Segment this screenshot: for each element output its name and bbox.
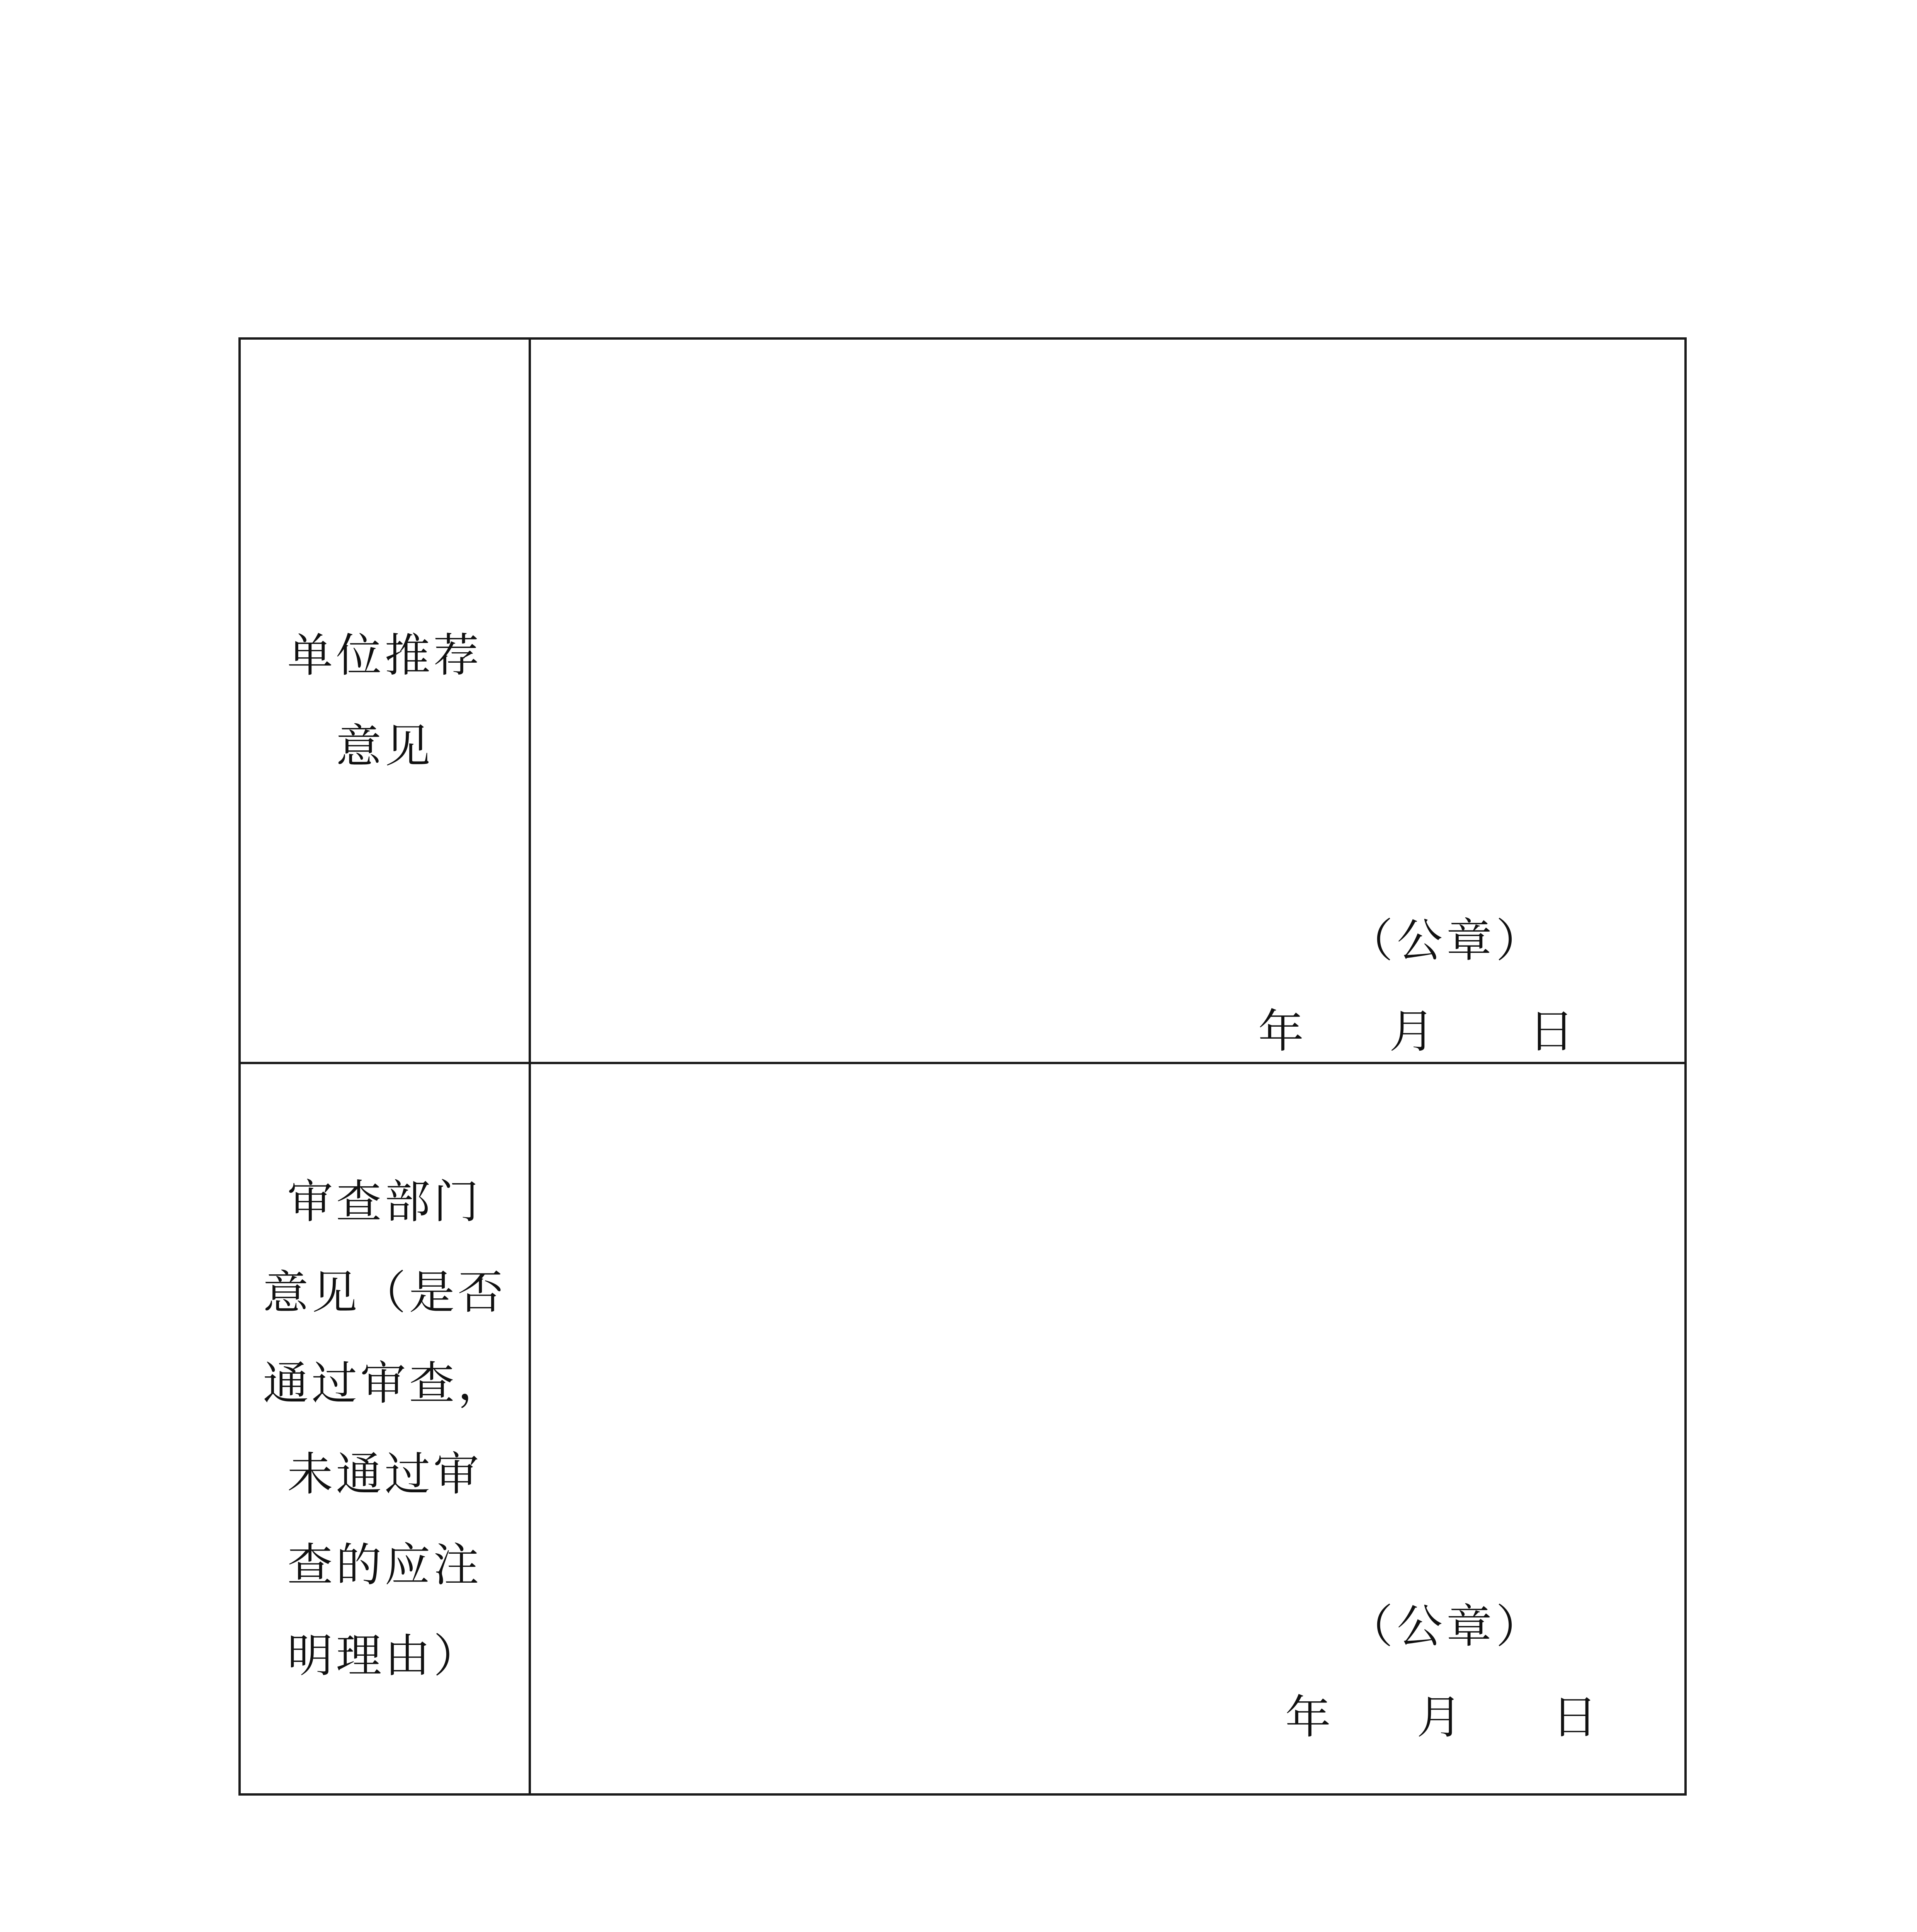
official-seal-placeholder: （公章） [1347,914,1546,967]
date-year: 年 [1258,1005,1304,1058]
label-line: 意见 [336,719,434,773]
label-line: 查的应注 [287,1538,482,1592]
date-day: 日 [1552,1690,1598,1744]
label-line: 意见（是否 [263,1265,507,1319]
recommendation-form-table [238,337,1687,1796]
label-line: 通过审查， [263,1356,507,1410]
date-month: 月 [1389,1005,1435,1058]
review-department-label [241,1064,531,1793]
label-line: 明理由） [287,1629,482,1682]
official-seal-placeholder: （公章） [1347,1600,1546,1653]
unit-recommendation-label [241,340,531,1062]
date-day: 日 [1529,1005,1575,1058]
date-year: 年 [1285,1690,1331,1744]
label-line: 审查部门 [287,1175,482,1228]
label-line: 单位推荐 [287,628,482,682]
label-line: 未通过审 [287,1447,482,1501]
date-month: 月 [1417,1690,1463,1744]
review-department-row [241,1064,1684,1793]
unit-recommendation-row [241,340,1684,1064]
